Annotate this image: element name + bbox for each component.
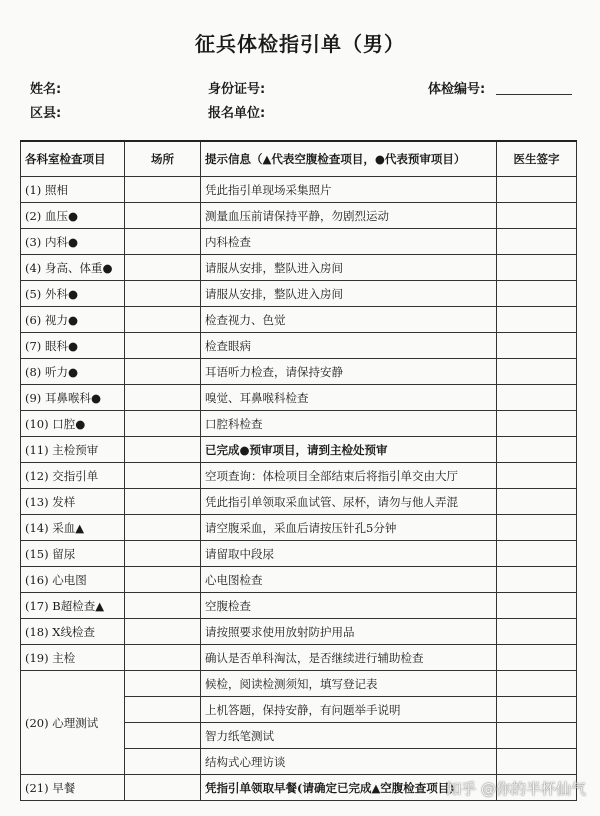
exam-number-line [496, 94, 572, 95]
table-row [21, 411, 577, 437]
exam-tip: 心电图检查 [201, 567, 497, 593]
exam-number-label: 体检编号: [428, 82, 486, 97]
table-row [21, 489, 577, 515]
exam-place [125, 567, 201, 593]
table-row [21, 593, 577, 619]
table-row [21, 567, 577, 593]
doctor-signature [497, 437, 577, 463]
exam-place [125, 463, 201, 489]
table-row [21, 333, 577, 359]
doctor-signature [497, 567, 577, 593]
exam-place [125, 723, 201, 749]
exam-tip: 上机答题，保持安静，有问题举手说明 [201, 697, 497, 723]
exam-tip: 凭此指引单领取采血试管、尿杯，请勿与他人弄混 [201, 489, 497, 515]
exam-tip: 凭此指引单现场采集照片 [201, 177, 497, 203]
doctor-signature [497, 333, 577, 359]
exam-place [125, 489, 201, 515]
doctor-signature [497, 463, 577, 489]
exam-item: (16) 心电图 [21, 567, 125, 593]
exam-tip: 检查视力、色觉 [201, 307, 497, 333]
exam-place [125, 411, 201, 437]
table-row [21, 385, 577, 411]
exam-tip: 请空腹采血，采血后请按压针孔5分钟 [201, 515, 497, 541]
exam-place [125, 307, 201, 333]
exam-tip: 嗅觉、耳鼻喉科检查 [201, 385, 497, 411]
exam-tip: 确认是否单科淘汰，是否继续进行辅助检查 [201, 645, 497, 671]
watermark: 知乎 @你的半杯仙气 [446, 780, 586, 798]
exam-place [125, 515, 201, 541]
table-row [21, 177, 577, 203]
exam-tip: 空项查询：体检项目全部结束后将指引单交由大厅 [201, 463, 497, 489]
table-row [21, 307, 577, 333]
exam-tip: 请服从安排，整队进入房间 [201, 281, 497, 307]
exam-item: (12) 交指引单 [21, 463, 125, 489]
exam-place [125, 645, 201, 671]
exam-item: (11) 主检预审 [21, 437, 125, 463]
table-row [21, 203, 577, 229]
id-number-label: 身份证号: [208, 82, 266, 97]
exam-place [125, 749, 201, 775]
exam-item: (3) 内科● [21, 229, 125, 255]
exam-place [125, 697, 201, 723]
doctor-signature [497, 255, 577, 281]
name-label: 姓名: [30, 82, 62, 97]
exam-item: (5) 外科● [21, 281, 125, 307]
table-row [21, 255, 577, 281]
doctor-signature [497, 645, 577, 671]
exam-tip: 候检，阅读检测须知，填写登记表 [201, 671, 497, 697]
exam-place [125, 593, 201, 619]
exam-item: (9) 耳鼻喉科● [21, 385, 125, 411]
table-row [21, 463, 577, 489]
table-row [21, 671, 577, 697]
exam-place [125, 255, 201, 281]
exam-place [125, 203, 201, 229]
doctor-signature [497, 307, 577, 333]
exam-item: (1) 照相 [21, 177, 125, 203]
exam-tip: 请服从安排，整队进入房间 [201, 255, 497, 281]
exam-place [125, 619, 201, 645]
doctor-signature [497, 281, 577, 307]
exam-tip: 检查眼病 [201, 333, 497, 359]
exam-item: (8) 听力● [21, 359, 125, 385]
table-row [21, 619, 577, 645]
doctor-signature [497, 671, 577, 697]
exam-tip: 请按照要求使用放射防护用品 [201, 619, 497, 645]
doctor-signature [497, 515, 577, 541]
exam-item: (15) 留尿 [21, 541, 125, 567]
doctor-signature [497, 541, 577, 567]
table-row [21, 541, 577, 567]
exam-place [125, 671, 201, 697]
table-row [21, 281, 577, 307]
exam-place [125, 385, 201, 411]
column-header-signature: 医生签字 [497, 141, 577, 177]
exam-item: (19) 主检 [21, 645, 125, 671]
table-row [21, 229, 577, 255]
exam-place [125, 437, 201, 463]
exam-tip: 结构式心理访谈 [201, 749, 497, 775]
exam-place [125, 229, 201, 255]
doctor-signature [497, 177, 577, 203]
exam-tip: 空腹检查 [201, 593, 497, 619]
unit-label: 报名单位: [208, 106, 266, 121]
exam-item: (2) 血压● [21, 203, 125, 229]
exam-item: (7) 眼科● [21, 333, 125, 359]
table-row [21, 437, 577, 463]
column-header-item: 各科室检查项目 [21, 141, 125, 177]
doctor-signature [497, 723, 577, 749]
doctor-signature [497, 229, 577, 255]
exam-item: (17) B超检查▲ [21, 593, 125, 619]
exam-place [125, 775, 201, 801]
exam-tip: 测量血压前请保持平静，勿剧烈运动 [201, 203, 497, 229]
exam-item: (4) 身高、体重● [21, 255, 125, 281]
exam-item: (13) 发样 [21, 489, 125, 515]
exam-place [125, 541, 201, 567]
doctor-signature [497, 359, 577, 385]
exam-place [125, 281, 201, 307]
doctor-signature [497, 593, 577, 619]
exam-item: (20) 心理测试 [21, 671, 125, 775]
doctor-signature [497, 203, 577, 229]
doctor-signature [497, 411, 577, 437]
doctor-signature [497, 749, 577, 775]
table-row [21, 645, 577, 671]
exam-item: (6) 视力● [21, 307, 125, 333]
table-row [21, 515, 577, 541]
exam-tip: 请留取中段尿 [201, 541, 497, 567]
exam-tip: 凭指引单领取早餐(请确定已完成▲空腹检查项目) [201, 775, 497, 801]
table-row [21, 359, 577, 385]
exam-place [125, 333, 201, 359]
doctor-signature [497, 697, 577, 723]
doctor-signature [497, 619, 577, 645]
exam-place [125, 359, 201, 385]
exam-item: (18) X线检查 [21, 619, 125, 645]
exam-item: (14) 采血▲ [21, 515, 125, 541]
doctor-signature [497, 385, 577, 411]
column-header-tips: 提示信息（▲代表空腹检查项目，●代表预审项目） [201, 141, 497, 177]
exam-item: (10) 口腔● [21, 411, 125, 437]
column-header-place: 场所 [125, 141, 201, 177]
exam-tip: 口腔科检查 [201, 411, 497, 437]
doctor-signature [497, 489, 577, 515]
exam-tip: 已完成●预审项目，请到主检处预审 [201, 437, 497, 463]
exam-tip: 智力纸笔测试 [201, 723, 497, 749]
page-title: 征兵体检指引单（男） [195, 32, 405, 56]
exam-tip: 耳语听力检查，请保持安静 [201, 359, 497, 385]
exam-item: (21) 早餐 [21, 775, 125, 801]
exam-tip: 内科检查 [201, 229, 497, 255]
table-header-row [21, 141, 577, 177]
district-label: 区县: [30, 106, 62, 121]
exam-place [125, 177, 201, 203]
exam-table [20, 140, 577, 801]
